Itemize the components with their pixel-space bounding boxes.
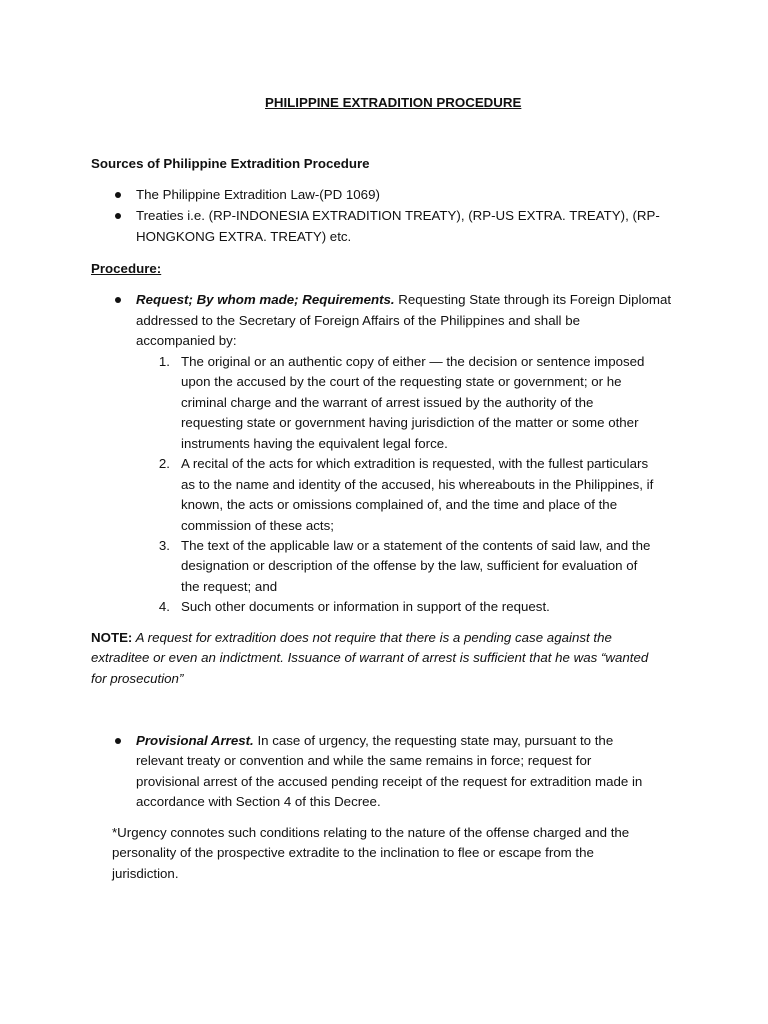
request-label: Request; By whom made; Requirements.: [136, 292, 395, 307]
list-item-3-line: the request; and: [181, 579, 278, 594]
bullet-icon: [115, 738, 121, 744]
list-item-4-line: Such other documents or information in support of the request.: [181, 599, 550, 614]
provisional-line-3: provisional arrest of the accused pending receipt of the request for extradition made in: [136, 774, 643, 789]
list-number: 2.: [158, 456, 170, 471]
note-line-1-text: A request for extradition does not require that there is a pending case against the: [132, 630, 612, 645]
note-label: NOTE:: [91, 630, 133, 645]
provisional-line-1: [136, 733, 613, 749]
request-line-1-text: Requesting State through its Foreign Diplomat: [394, 292, 672, 307]
bullet-icon: [115, 192, 121, 198]
page-title: PHILIPPINE EXTRADITION PROCEDURE: [265, 95, 522, 110]
list-item-3-line: designation or description of the offense by the law, sufficient for evaluation of: [181, 558, 638, 573]
list-item-1-line: upon the accused by the court of the requesting state or government; or he: [181, 374, 622, 389]
list-item-2-line: commission of these acts;: [181, 518, 334, 533]
provisional-line-1-text: In case of urgency, the requesting state may, pursuant to the: [253, 733, 614, 748]
sources-bullet-2-line-1: Treaties i.e. (RP-INDONESIA EXTRADITION TREATY), (RP-US EXTRA. TREATY), (RP-: [136, 208, 660, 223]
urgency-line-3: jurisdiction.: [112, 866, 179, 881]
list-item-2-line: known, the acts or omissions complained of, and the time and place of the: [181, 497, 618, 512]
provisional-label: Provisional Arrest.: [136, 733, 254, 748]
list-item-1-line: requesting state or government having jurisdiction of the matter or some other: [181, 415, 639, 430]
list-item-2-line: A recital of the acts for which extradition is requested, with the fullest particulars: [181, 456, 649, 471]
provisional-line-2: relevant treaty or convention and while the same remains in force; request for: [136, 753, 592, 768]
list-item-1-line: criminal charge and the warrant of arrest issued by the authority of the: [181, 395, 594, 410]
list-item-2-line: as to the name and identity of the accused, his whereabouts in the Philippines, if: [181, 477, 654, 492]
sources-bullet-2-line-2: HONGKONG EXTRA. TREATY) etc.: [136, 229, 352, 244]
note-line-2: extraditee or even an indictment. Issuance of warrant of arrest is sufficient that he was “wanted: [91, 650, 649, 665]
sources-heading: Sources of Philippine Extradition Procedure: [91, 156, 370, 171]
request-line-1: [136, 292, 671, 308]
sources-bullet-1: The Philippine Extradition Law-(PD 1069): [136, 187, 380, 202]
list-number: 1.: [158, 354, 170, 369]
urgency-line-1: *Urgency connotes such conditions relating to the nature of the offense charged and the: [112, 825, 630, 840]
urgency-line-2: personality of the prospective extradite to the inclination to flee or escape from the: [112, 845, 594, 860]
provisional-line-4: accordance with Section 4 of this Decree.: [136, 794, 381, 809]
list-item-3-line: The text of the applicable law or a statement of the contents of said law, and the: [181, 538, 651, 553]
bullet-icon: [115, 297, 121, 303]
bullet-icon: [115, 213, 121, 219]
list-number: 4.: [158, 599, 170, 614]
note-line-1: [91, 630, 612, 646]
request-line-2: addressed to the Secretary of Foreign Affairs of the Philippines and shall be: [136, 313, 580, 328]
list-number: 3.: [158, 538, 170, 553]
list-item-1-line: instruments having the equivalent legal force.: [181, 436, 448, 451]
list-item-1-line: The original or an authentic copy of either — the decision or sentence imposed: [181, 354, 645, 369]
request-line-3: accompanied by:: [136, 333, 237, 348]
note-line-3: for prosecution”: [91, 671, 184, 686]
procedure-heading: Procedure:: [91, 261, 162, 276]
